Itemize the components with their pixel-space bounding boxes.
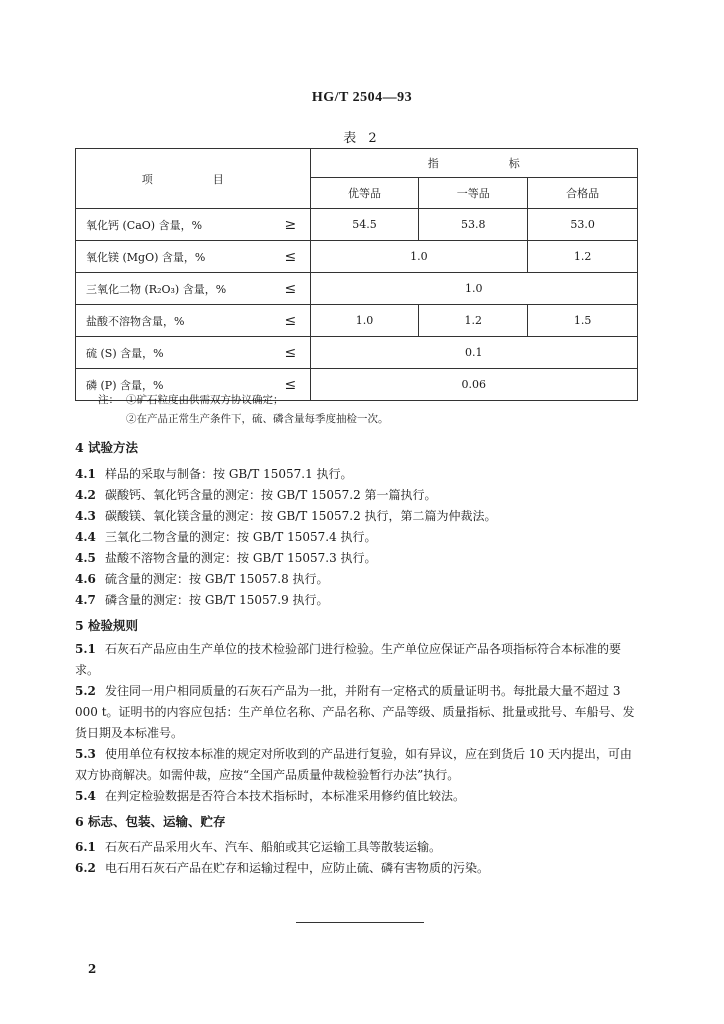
section-4-body bbox=[75, 464, 643, 611]
table-row bbox=[76, 209, 638, 241]
row-name: 磷 (P) 含量，% bbox=[76, 369, 272, 401]
section-4-title: 4 试验方法 bbox=[75, 440, 139, 455]
list-item: 4.4 三氧化二物含量的测定：按 GB/T 15057.4 执行。 bbox=[75, 530, 377, 544]
row-name: 盐酸不溶物含量，% bbox=[76, 305, 272, 337]
note-1: ①矿石粒度由供需双方协议确定； bbox=[126, 394, 284, 406]
section-5-body bbox=[75, 639, 643, 807]
header-grade-qualified: 合格品 bbox=[528, 178, 638, 209]
list-item: 5.1 石灰石产品应由生产单位的技术检验部门进行检验。生产单位应保证产品各项指标符合本标准的要求。 bbox=[75, 642, 622, 677]
row-symbol: ≤ bbox=[271, 369, 310, 401]
list-item: 4.2 碳酸钙、氧化钙含量的测定：按 GB/T 15057.2 第一篇执行。 bbox=[75, 488, 437, 502]
page-number: 2 bbox=[88, 962, 97, 976]
section-6-title: 6 标志、包装、运输、贮存 bbox=[75, 814, 226, 829]
list-item: 6.1 石灰石产品采用火车、汽车、船舶或其它运输工具等散装运输。 bbox=[75, 840, 442, 854]
header-grade-premium: 优等品 bbox=[310, 178, 419, 209]
table-notes bbox=[98, 391, 389, 429]
cell-value: 54.5 bbox=[310, 209, 419, 241]
cell-value: 53.8 bbox=[419, 209, 528, 241]
cell-value: 1.0 bbox=[310, 305, 419, 337]
list-item: 4.1 样品的采取与制备：按 GB/T 15057.1 执行。 bbox=[75, 467, 353, 481]
end-rule bbox=[296, 922, 424, 923]
document-code: HG/T 2504—93 bbox=[311, 90, 413, 105]
table-row bbox=[76, 273, 638, 305]
row-name: 硫 (S) 含量，% bbox=[76, 337, 272, 369]
cell-value: 1.0 bbox=[310, 273, 637, 305]
section-6-body bbox=[75, 837, 643, 879]
row-symbol: ≤ bbox=[271, 305, 310, 337]
cell-value: 1.5 bbox=[528, 305, 638, 337]
cell-value: 0.1 bbox=[310, 337, 637, 369]
row-name: 氧化钙 (CaO) 含量，% bbox=[76, 209, 272, 241]
table-title: 表 2 bbox=[343, 131, 381, 146]
list-item: 4.7 磷含量的测定：按 GB/T 15057.9 执行。 bbox=[75, 593, 329, 607]
cell-value: 53.0 bbox=[528, 209, 638, 241]
header-grade-first: 一等品 bbox=[419, 178, 528, 209]
row-symbol: ≤ bbox=[271, 273, 310, 305]
notes-lead: 注： bbox=[98, 394, 119, 406]
section-5-title: 5 检验规则 bbox=[75, 618, 139, 633]
header-indicator: 指标 bbox=[310, 149, 637, 178]
header-item: 项目 bbox=[76, 149, 311, 209]
list-item: 5.4 在判定检验数据是否符合本技术指标时，本标准采用修约值比较法。 bbox=[75, 789, 466, 803]
row-name: 氧化镁 (MgO) 含量，% bbox=[76, 241, 272, 273]
list-item: 5.3 使用单位有权按本标准的规定对所收到的产品进行复验，如有异议，应在到货后 10 天内提出，可由双方协商解决。如需仲裁，应按“全国产品质量仲裁检验暂行办法”执行。 bbox=[75, 747, 632, 782]
table-row bbox=[76, 305, 638, 337]
list-item: 5.2 发往同一用户相同质量的石灰石产品为一批，并附有一定格式的质量证明书。每批最大量不超过 3 000 t。证明书的内容应包括：生产单位名称、产品名称、产品等级、质量指标、批量或批号、车船号、发货日期及本标准号。 bbox=[75, 684, 635, 740]
cell-value: 1.0 bbox=[310, 241, 528, 273]
cell-value: 1.2 bbox=[528, 241, 638, 273]
list-item: 4.3 碳酸镁、氧化镁含量的测定：按 GB/T 15057.2 执行，第二篇为仲裁法。 bbox=[75, 509, 497, 523]
row-symbol: ≥ bbox=[271, 209, 310, 241]
cell-value: 0.06 bbox=[310, 369, 637, 401]
list-item: 4.5 盐酸不溶物含量的测定：按 GB/T 15057.3 执行。 bbox=[75, 551, 377, 565]
list-item: 4.6 硫含量的测定：按 GB/T 15057.8 执行。 bbox=[75, 572, 329, 586]
row-symbol: ≤ bbox=[271, 337, 310, 369]
row-name: 三氧化二物 (R₂O₃) 含量，% bbox=[76, 273, 272, 305]
note-2: ②在产品正常生产条件下，硫、磷含量每季度抽检一次。 bbox=[126, 413, 389, 425]
table-row bbox=[76, 337, 638, 369]
row-symbol: ≤ bbox=[271, 241, 310, 273]
cell-value: 1.2 bbox=[419, 305, 528, 337]
list-item: 6.2 电石用石灰石产品在贮存和运输过程中，应防止硫、磷有害物质的污染。 bbox=[75, 861, 490, 875]
spec-table bbox=[75, 148, 638, 401]
table-row bbox=[76, 241, 638, 273]
